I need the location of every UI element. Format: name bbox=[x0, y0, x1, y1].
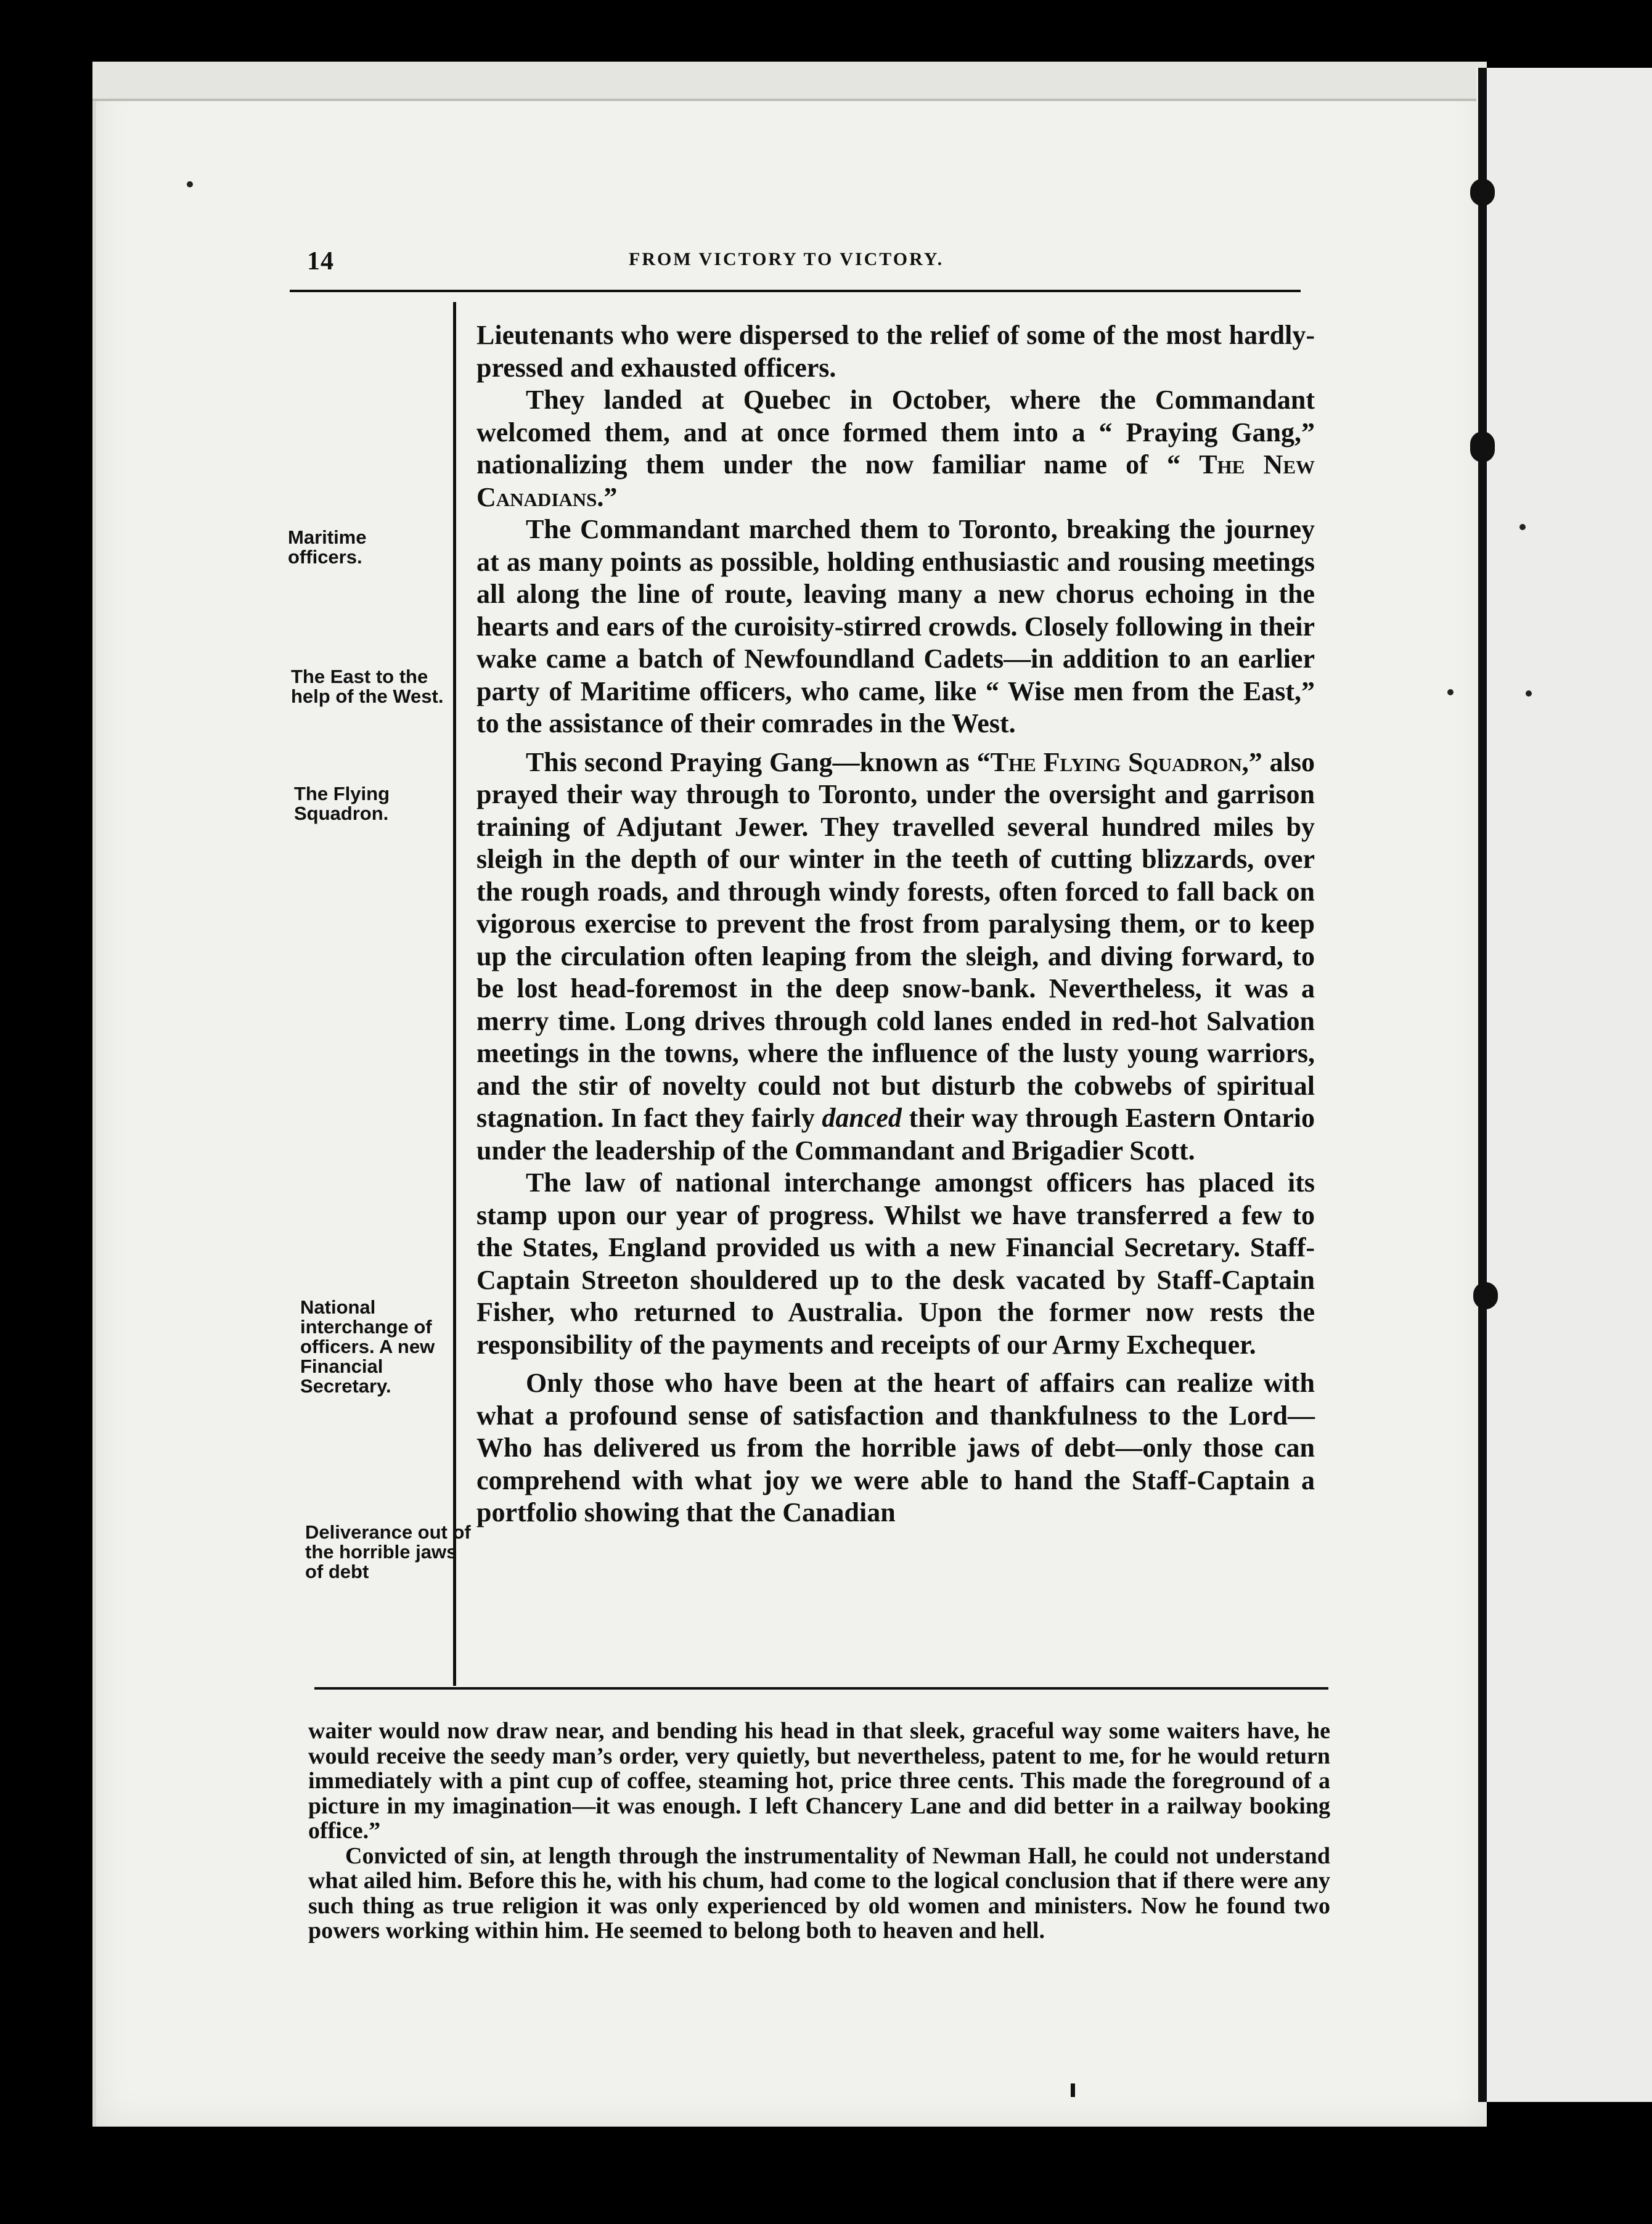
header-rule bbox=[290, 290, 1301, 292]
main-text-column bbox=[476, 319, 1315, 1529]
page-top-edge bbox=[92, 62, 1483, 101]
page-speck bbox=[1519, 524, 1526, 530]
sidenote-deliverance-debt: Deliverance out of the horrible jaws of debt bbox=[305, 1521, 471, 1582]
page-speck bbox=[1526, 690, 1532, 697]
binding-clip bbox=[1470, 179, 1495, 206]
sidenote-national-interchange: National interchange of officers. A new Financial Secretary. bbox=[300, 1296, 435, 1397]
footnote-rule bbox=[314, 1687, 1328, 1690]
book-binding bbox=[1478, 68, 1487, 2102]
body-paragraph: The law of national interchange amongst officers has placed its stamp upon our year of progress. Whilst we have transferred a few to the States, England provided us with a new Financial Secretary. Staff-Captain Streeton shouldered up to the desk vacated by Staff-Captain Fisher, who returned to Australia. Upon the former now rests the responsibility of the payments and receipts of our Army Exchequer. bbox=[476, 1167, 1315, 1360]
body-paragraph: The Commandant marched them to Toronto, breaking the journey at as many points as possible, holding enthusiastic and rousing meetings all along the line of route, leaving many a new chorus echoing in the hearts and ears of the curoisity-stirred crowds. Closely following in their wake came a batch of Newfoundland Cadets—in addition to an earlier party of Maritime officers, who came, like “ Wise men from the East,” to the assistance of their comrades in the West. bbox=[476, 514, 1315, 738]
column-rule bbox=[453, 302, 456, 1686]
sidenote-flying-squadron: The Flying Squadron. bbox=[294, 783, 390, 824]
body-paragraph: This second Praying Gang—known as “The Flying Squadron,” also prayed their way through to Toronto, under the oversight and garrison training of Adjutant Jewer. They travelled several hundred miles by sleigh in the depth of our winter in the teeth of cutting blizzards, over the rough roads, and through windy forests, often forced to fall back on vigorous exercise to prevent the frost from paralysing them, or to keep up the circulation often leaping from the sleigh, and diving forward, to be lost head-foremost in the deep snow-bank. Nevertheless, it was a merry time. Long drives through cold lanes ended in red-hot Salvation meetings in the towns, where the influence of the lusty young warriors, and the stir of novelty could not but disturb the cobwebs of spiritual stagnation. In fact they fairly danced their way through Eastern Ontario under the leadership of the Commandant and Brigadier Scott. bbox=[476, 746, 1315, 1166]
page-bottom-mark bbox=[1071, 2083, 1075, 2097]
body-paragraph: Lieutenants who were dispersed to the relief of some of the most hardly-pressed and exhausted officers. bbox=[476, 320, 1315, 383]
footnote-block bbox=[308, 1719, 1330, 1944]
body-paragraph: They landed at Quebec in October, where the Commandant welcomed them, and at once formed them into a “ Praying Gang,” nationalizing them under the now familiar name of “ The New Canadians.” bbox=[476, 385, 1315, 512]
binding-clip bbox=[1470, 431, 1495, 462]
running-title: FROM VICTORY TO VICTORY. bbox=[629, 249, 944, 269]
page-number: 14 bbox=[307, 247, 334, 276]
sidenote-east-help-west: The East to the help of the West. bbox=[291, 666, 444, 707]
facing-page-edge bbox=[1476, 68, 1652, 2102]
sidenote-maritime-officers: Maritime officers. bbox=[288, 526, 367, 568]
binding-clip bbox=[1473, 1282, 1498, 1309]
body-paragraph: Only those who have been at the heart of affairs can realize with what a profound sense of satisfaction and thankfulness to the Lord—Who has delivered us from the horrible jaws of debt—only those can comprehend with what joy we were able to hand the Staff-Captain a portfolio showing that the Canadian bbox=[476, 1368, 1315, 1527]
page-speck bbox=[1447, 689, 1454, 695]
page-speck bbox=[187, 181, 193, 187]
footnote-paragraph: Convicted of sin, at length through the instrumentality of Newman Hall, he could not understand what ailed him. Before this he, with his chum, had come to the logical conclusion that if there were any such thing as true religion it was only experienced by old women and ministers. Now he found two powers working within him. He seemed to belong both to heaven and hell. bbox=[308, 1842, 1330, 1944]
footnote-paragraph: waiter would now draw near, and bending his head in that sleek, graceful way some waiters have, he would receive the seedy man’s order, very quietly, but nevertheless, patent to me, for he would return immediately with a pint cup of coffee, steaming hot, price three cents. This made the foreground of a picture in my imagination—it was enough. I left Chancery Lane and did better in a railway booking office.” bbox=[308, 1718, 1330, 1844]
